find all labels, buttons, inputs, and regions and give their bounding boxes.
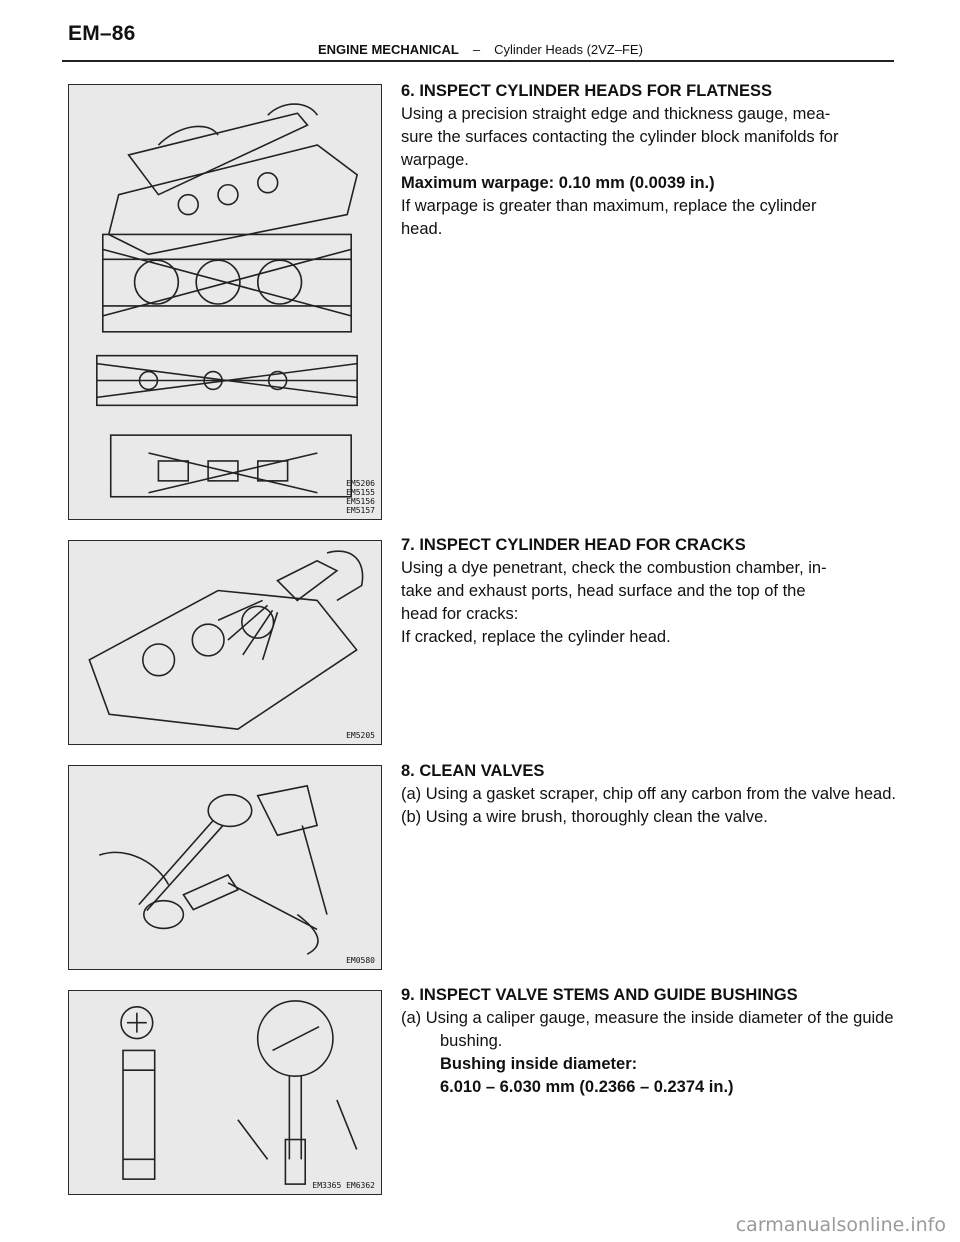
flatness-illustration — [69, 85, 381, 519]
spec-text: Maximum warpage: 0.10 mm (0.0039 in.) — [401, 174, 715, 192]
body-text: sure the surfaces contacting the cylinder block manifolds for — [401, 128, 839, 146]
body-text: head. — [401, 220, 443, 238]
step-text: (a) Using a gasket scraper, chip off any carbon from the valve head. — [401, 785, 896, 803]
section-title: 6. INSPECT CYLINDER HEADS FOR FLATNESS — [401, 82, 772, 100]
page-number: EM–86 — [68, 22, 136, 45]
section-guides — [401, 984, 901, 1099]
body-text: Using a dye penetrant, check the combustion chamber, in- — [401, 559, 827, 577]
figure-codes: EM5206 EM5155 EM5156 EM5157 — [346, 479, 375, 515]
header-section: ENGINE MECHANICAL — [318, 42, 459, 57]
body-text: If cracked, replace the cylinder head. — [401, 628, 671, 646]
watermark: carmanualsonline.info — [735, 1214, 946, 1236]
body-text: If warpage is greater than maximum, replace the cylinder — [401, 197, 817, 215]
header-separator: – — [472, 42, 481, 57]
step-text: (a) Using a caliper gauge, measure the inside diameter of the guide bushing. — [401, 1009, 894, 1050]
section-title: 9. INSPECT VALVE STEMS AND GUIDE BUSHINGS — [401, 986, 798, 1004]
step-text: (b) Using a wire brush, thoroughly clean the valve. — [401, 808, 768, 826]
figure-flatness — [68, 84, 382, 520]
figure-valves — [68, 765, 382, 970]
figure-codes: EM5205 — [346, 731, 375, 740]
body-text: warpage. — [401, 151, 469, 169]
spec-value: 6.010 – 6.030 mm (0.2366 – 0.2374 in.) — [440, 1078, 734, 1096]
valves-illustration — [69, 766, 381, 969]
section-flatness — [401, 80, 901, 241]
section-title: 7. INSPECT CYLINDER HEAD FOR CRACKS — [401, 536, 746, 554]
spec-label: Bushing inside diameter: — [440, 1055, 638, 1073]
cracks-illustration — [69, 541, 381, 744]
figure-cracks — [68, 540, 382, 745]
body-text: take and exhaust ports, head surface and the top of the — [401, 582, 806, 600]
section-title: 8. CLEAN VALVES — [401, 762, 545, 780]
section-valves — [401, 760, 901, 829]
body-text: head for cracks: — [401, 605, 519, 623]
header-rule — [62, 60, 894, 62]
section-cracks — [401, 534, 901, 649]
guides-illustration — [69, 991, 381, 1194]
header-subsection: Cylinder Heads (2VZ–FE) — [494, 42, 643, 57]
figure-codes: EM3365 EM6362 — [312, 1181, 375, 1190]
figure-codes: EM0580 — [346, 956, 375, 965]
figure-guides — [68, 990, 382, 1195]
body-text: Using a precision straight edge and thickness gauge, mea- — [401, 105, 831, 123]
running-header — [318, 42, 643, 57]
